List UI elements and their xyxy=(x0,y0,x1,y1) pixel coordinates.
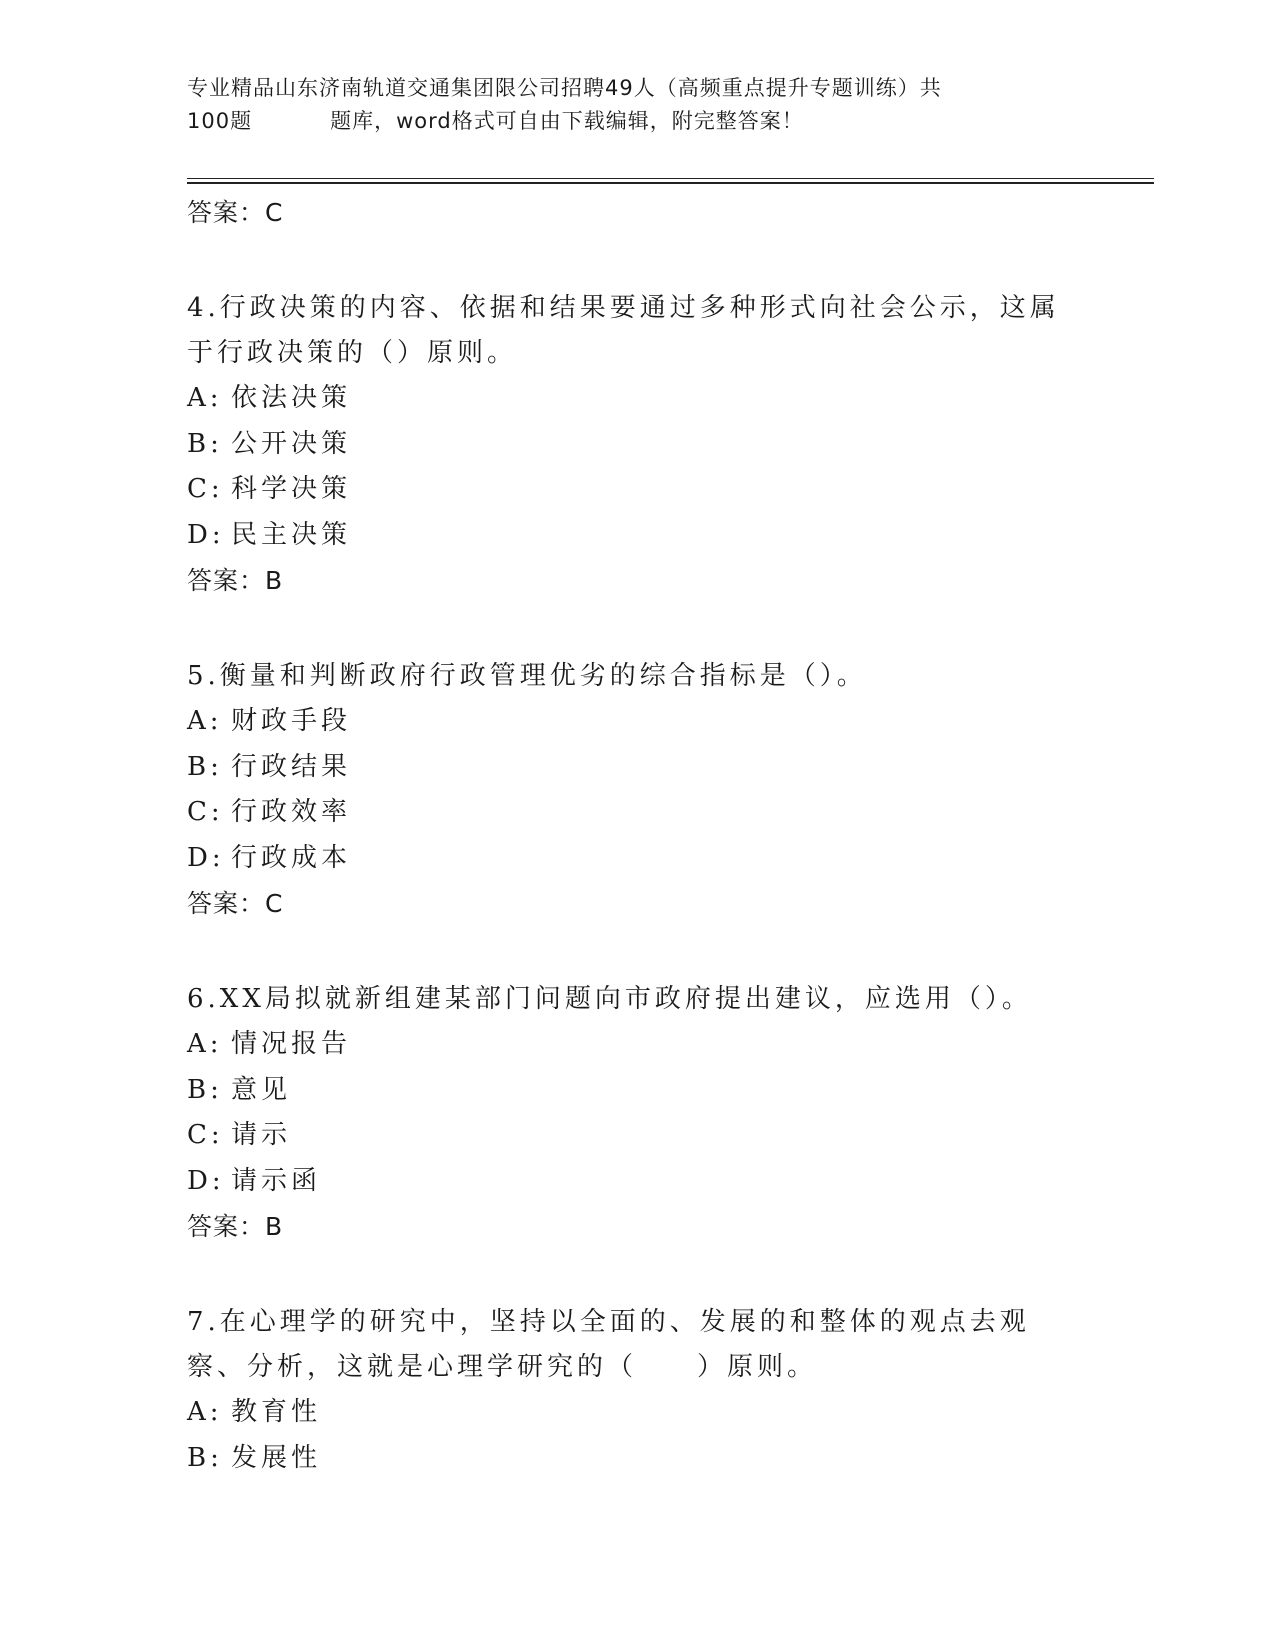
question-list xyxy=(187,190,1087,1481)
option-a xyxy=(187,699,1087,745)
question-item xyxy=(187,977,1087,1250)
option-key: A: xyxy=(187,1029,223,1059)
header-question-count: 100题 xyxy=(187,109,253,133)
option-key: B: xyxy=(187,1074,223,1105)
option-key: A: xyxy=(187,1397,223,1427)
option-text: 意见 xyxy=(231,1074,292,1105)
option-c xyxy=(187,1113,1087,1159)
option-key: D: xyxy=(187,519,225,550)
option-text: 教育性 xyxy=(231,1397,322,1427)
option-text: 请示 xyxy=(231,1120,292,1150)
option-text: 行政效率 xyxy=(231,797,352,827)
option-key: B: xyxy=(187,428,223,459)
option-key: C: xyxy=(187,797,224,827)
header-divider-thin xyxy=(187,178,1154,179)
option-d xyxy=(187,836,1087,882)
option-key: C: xyxy=(187,474,224,504)
option-text: 科学决策 xyxy=(231,474,352,504)
option-b xyxy=(187,745,1087,791)
question-item xyxy=(187,654,1087,927)
option-key: A: xyxy=(187,383,223,413)
option-key: A: xyxy=(187,706,223,736)
question-stem: 6.XX局拟就新组建某部门问题向市政府提出建议，应选用（）。 xyxy=(187,984,1032,1014)
option-text: 行政成本 xyxy=(231,842,352,873)
option-a xyxy=(187,376,1087,422)
option-text: 行政结果 xyxy=(231,751,352,782)
header-line-1: 专业精品山东济南轨道交通集团限公司招聘49人（高频重点提升专题训练）共 xyxy=(187,76,942,100)
header-description: 题库，word格式可自由下载编辑，附完整答案！ xyxy=(330,109,804,133)
question-item xyxy=(187,1300,1087,1481)
option-text: 公开决策 xyxy=(231,428,352,459)
option-c xyxy=(187,790,1087,836)
option-text: 情况报告 xyxy=(231,1029,352,1059)
option-text: 依法决策 xyxy=(231,383,352,413)
option-a xyxy=(187,1390,1087,1436)
question-stem: 5.衡量和判断政府行政管理优劣的综合指标是（）。 xyxy=(187,661,867,691)
option-b xyxy=(187,1436,1087,1482)
option-d xyxy=(187,513,1087,559)
option-key: B: xyxy=(187,751,223,782)
header-divider-thick xyxy=(187,182,1154,184)
option-c xyxy=(187,467,1087,513)
answer-label: 答案：C xyxy=(187,198,284,227)
option-a xyxy=(187,1022,1087,1068)
header-line-2 xyxy=(187,105,1067,138)
answer-label: 答案：C xyxy=(187,889,284,918)
option-b xyxy=(187,1068,1087,1114)
option-key: D: xyxy=(187,1165,225,1196)
option-key: C: xyxy=(187,1120,224,1150)
answer-label: 答案：B xyxy=(187,1212,284,1241)
question-stem: 4.行政决策的内容、依据和结果要通过多种形式向社会公示，这属于行政决策的（）原则。 xyxy=(187,293,1060,368)
question-item xyxy=(187,286,1087,604)
option-b xyxy=(187,422,1087,468)
option-text: 民主决策 xyxy=(231,519,352,550)
option-key: B: xyxy=(187,1442,223,1473)
option-text: 请示函 xyxy=(231,1165,322,1196)
question-stem: 7.在心理学的研究中，坚持以全面的、发展的和整体的观点去观察、分析，这就是心理学研究的（ ）原则。 xyxy=(187,1307,1030,1382)
option-key: D: xyxy=(187,842,225,873)
option-text: 财政手段 xyxy=(231,706,352,736)
document-header xyxy=(187,72,1067,138)
option-text: 发展性 xyxy=(231,1442,322,1473)
answer-label: 答案：B xyxy=(187,566,284,595)
option-d xyxy=(187,1159,1087,1205)
